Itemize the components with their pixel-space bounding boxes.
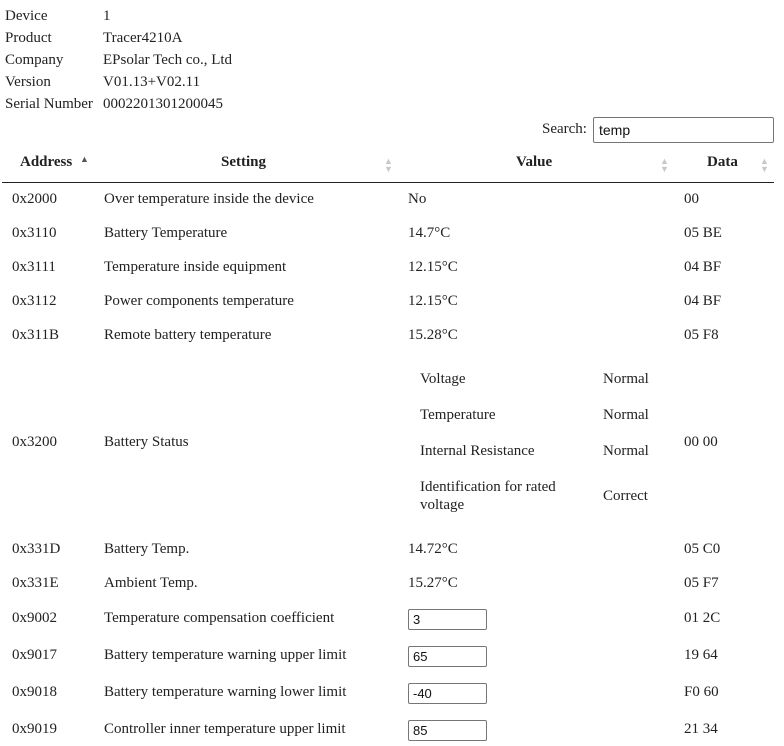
version-value: V01.13+V02.11 xyxy=(103,74,201,90)
row-value: 15.27°C xyxy=(408,575,458,591)
sort-both-icon[interactable]: ▲ ▼ xyxy=(384,156,393,174)
sub-name: voltage xyxy=(420,497,465,513)
row-data: F0 60 xyxy=(684,684,719,700)
product-value: Tracer4210A xyxy=(103,30,183,46)
header-value[interactable]: Value xyxy=(516,154,553,170)
row-setting: Ambient Temp. xyxy=(104,575,198,591)
value-input[interactable] xyxy=(408,720,487,741)
row-value: 14.72°C xyxy=(408,541,458,557)
row-setting: Battery temperature warning lower limit xyxy=(104,684,347,700)
row-setting: Controller inner temperature upper limit xyxy=(104,721,346,737)
row-address: 0x9002 xyxy=(12,610,57,626)
row-setting: Battery Temp. xyxy=(104,541,190,557)
device-value: 1 xyxy=(103,8,111,24)
row-data: 00 00 xyxy=(684,434,718,450)
sub-name: Voltage xyxy=(420,371,466,387)
sort-asc-icon[interactable]: ▲ xyxy=(80,154,89,164)
row-data: 01 2C xyxy=(684,610,721,626)
sub-status: Correct xyxy=(603,488,648,504)
company-value: EPsolar Tech co., Ltd xyxy=(103,52,233,68)
row-value: No xyxy=(408,191,427,207)
search-label: Search: xyxy=(542,121,587,137)
row-address: 0x9018 xyxy=(12,684,57,700)
row-setting: Battery Status xyxy=(104,434,189,450)
header-setting[interactable]: Setting xyxy=(221,154,266,170)
row-address: 0x331D xyxy=(12,541,61,557)
row-data: 21 34 xyxy=(684,721,718,737)
row-setting: Battery temperature warning upper limit xyxy=(104,647,347,663)
value-input[interactable] xyxy=(408,609,487,630)
sort-both-icon[interactable]: ▲ ▼ xyxy=(760,156,769,174)
header-address[interactable]: Address xyxy=(20,154,73,170)
product-label: Product xyxy=(5,30,52,46)
sort-both-icon[interactable]: ▲ ▼ xyxy=(660,156,669,174)
row-address: 0x3200 xyxy=(12,434,57,450)
row-address: 0x331E xyxy=(12,575,59,591)
row-address: 0x2000 xyxy=(12,191,57,207)
header-divider xyxy=(2,182,774,183)
row-setting: Battery Temperature xyxy=(104,225,228,241)
sub-status: Normal xyxy=(603,407,649,423)
row-address: 0x9017 xyxy=(12,647,57,663)
row-address: 0x3112 xyxy=(12,293,57,309)
row-data: 05 F8 xyxy=(684,327,719,343)
serial-number-value: 0002201301200045 xyxy=(103,96,223,112)
row-value: 15.28°C xyxy=(408,327,458,343)
sub-name: Identification for rated xyxy=(420,479,556,495)
sub-name: Internal Resistance xyxy=(420,443,535,459)
company-label: Company xyxy=(5,52,64,68)
row-address: 0x3111 xyxy=(12,259,56,275)
value-input[interactable] xyxy=(408,683,487,704)
row-setting: Temperature inside equipment xyxy=(104,259,287,275)
sub-name: Temperature xyxy=(420,407,496,423)
row-data: 05 F7 xyxy=(684,575,719,591)
row-value: 12.15°C xyxy=(408,259,458,275)
row-address: 0x3110 xyxy=(12,225,57,241)
row-value: 14.7°C xyxy=(408,225,451,241)
row-data: 05 C0 xyxy=(684,541,721,557)
row-data: 04 BF xyxy=(684,259,722,275)
sub-status: Normal xyxy=(603,443,649,459)
row-data: 19 64 xyxy=(684,647,718,663)
version-label: Version xyxy=(5,74,51,90)
sub-status: Normal xyxy=(603,371,649,387)
row-data: 00 xyxy=(684,191,699,207)
row-setting: Over temperature inside the device xyxy=(104,191,314,207)
row-address: 0x311B xyxy=(12,327,59,343)
row-data: 05 BE xyxy=(684,225,722,241)
row-data: 04 BF xyxy=(684,293,722,309)
row-value: 12.15°C xyxy=(408,293,458,309)
row-address: 0x9019 xyxy=(12,721,57,737)
row-setting: Temperature compensation coefficient xyxy=(104,610,335,626)
header-data[interactable]: Data xyxy=(707,154,738,170)
value-input[interactable] xyxy=(408,646,487,667)
row-setting: Power components temperature xyxy=(104,293,294,309)
serial-number-label: Serial Number xyxy=(5,96,93,112)
row-setting: Remote battery temperature xyxy=(104,327,272,343)
device-label: Device xyxy=(5,8,48,24)
search-input[interactable] xyxy=(593,117,774,143)
